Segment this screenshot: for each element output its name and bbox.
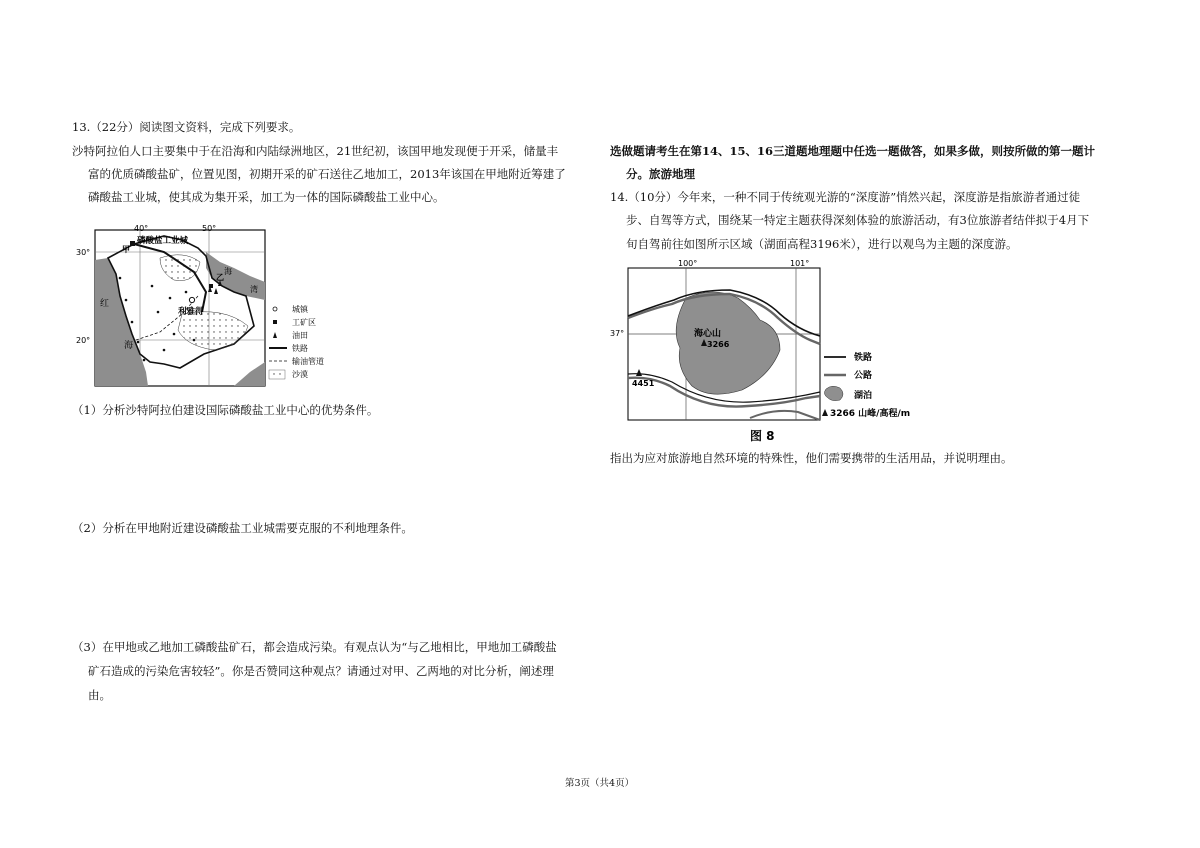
legend-railway: 铁路 bbox=[292, 344, 308, 353]
saudi-map-legend bbox=[269, 304, 324, 379]
label-lat-37: 37° bbox=[610, 329, 625, 338]
legend-industrial: 工矿区 bbox=[292, 318, 316, 327]
qinghai-lake-map bbox=[610, 258, 930, 444]
label-jia: 甲 bbox=[122, 245, 130, 254]
legend-lake-road: 公路 bbox=[854, 371, 873, 381]
legend-pipeline: 输油管道 bbox=[292, 357, 324, 366]
label-island-peak: 3266 bbox=[707, 340, 730, 349]
label-gulf: 湾 bbox=[250, 285, 258, 294]
legend-lake-railway: 铁路 bbox=[854, 353, 873, 363]
label-lon-50: 50° bbox=[202, 224, 217, 233]
label-red: 红 bbox=[100, 299, 110, 309]
lake-map-legend bbox=[822, 351, 910, 419]
label-sea: 海 bbox=[124, 341, 134, 351]
phosphate-city-marker bbox=[130, 241, 135, 246]
label-peak-4451: 4451 bbox=[632, 379, 655, 388]
q14-line-3: 旬自驾前往如图所示区域（湖面高程3196米），进行以观鸟为主题的深度游。 bbox=[626, 237, 1018, 251]
industrial-yi bbox=[209, 284, 213, 288]
elective-heading-line-2: 分。旅游地理 bbox=[626, 167, 695, 181]
label-lon-100: 100° bbox=[678, 259, 698, 268]
q13-paragraph-line-3: 磷酸盐工业城，使其成为集开采，加工为一体的国际磷酸盐工业中心。 bbox=[88, 190, 445, 204]
label-lon-40: 40° bbox=[134, 224, 149, 233]
riyadh-marker bbox=[189, 297, 194, 302]
label-lat-30: 30° bbox=[76, 248, 91, 257]
label-lon-101: 101° bbox=[790, 259, 810, 268]
legend-town: 城镇 bbox=[292, 305, 308, 314]
legend-lake: 湖泊 bbox=[854, 391, 873, 401]
figure-caption: 图 8 bbox=[750, 429, 775, 443]
q14-question: 指出为应对旅游地自然环境的特殊性，他们需要携带的生活用品，并说明理由。 bbox=[610, 451, 1013, 465]
q14-line-2: 步、自驾等方式，围绕某一特定主题获得深刻体验的旅游活动，有3位旅游者结伴拟于4月下 bbox=[626, 213, 1090, 227]
elective-heading-line-1: 选做题请考生在第14、15、16三道题地理题中任选一题做答，如果多做，则按所做的第一题计 bbox=[610, 144, 1096, 158]
q13-paragraph-line-2: 富的优质磷酸盐矿，位置见图，初期开采的矿石送往乙地加工，2013年该国在甲地附近筹建了 bbox=[88, 167, 566, 181]
q14-line-1: 14.（10分）今年来，一种不同于传统观光游的“深度游”悄然兴起，深度游是指旅游者通过徒 bbox=[610, 190, 1081, 204]
q13-paragraph-line-1: 沙特阿拉伯人口主要集中于在沿海和内陆绿洲地区，21世纪初，该国甲地发现便于开采，储量丰 bbox=[72, 144, 559, 158]
label-island: 海心山 bbox=[694, 329, 722, 339]
page-footer: 第3页（共4页） bbox=[565, 778, 635, 789]
label-yi: 乙 bbox=[216, 273, 224, 282]
legend-desert: 沙漠 bbox=[292, 370, 308, 379]
q13-sub3-line-1: （3）在甲地或乙地加工磷酸盐矿石，都会造成污染。有观点认为“与乙地相比，甲地加工磷酸盐 bbox=[72, 640, 557, 654]
q13-stem: 13.（22分）阅读图文资料，完成下列要求。 bbox=[72, 120, 301, 134]
saudi-arabia-map bbox=[74, 222, 344, 390]
label-lat-20: 20° bbox=[76, 336, 91, 345]
q13-sub2: （2）分析在甲地附近建设磷酸盐工业城需要克服的不利地理条件。 bbox=[72, 521, 413, 535]
label-riyadh: 利雅得 bbox=[178, 307, 204, 317]
label-phosphate-city: 磷酸盐工业城 bbox=[137, 236, 189, 246]
q13-sub3-line-3: 由。 bbox=[88, 688, 111, 702]
label-gulf-sea: 海 bbox=[224, 267, 232, 276]
legend-oilfield: 油田 bbox=[292, 331, 308, 340]
legend-peak: 3266 山峰/高程/m bbox=[830, 409, 911, 419]
q13-sub1: （1）分析沙特阿拉伯建设国际磷酸盐工业中心的优势条件。 bbox=[72, 403, 379, 417]
q13-sub3-line-2: 矿石造成的污染危害较轻”。你是否赞同这种观点？请通过对甲、乙两地的对比分析，阐述理 bbox=[88, 664, 554, 678]
